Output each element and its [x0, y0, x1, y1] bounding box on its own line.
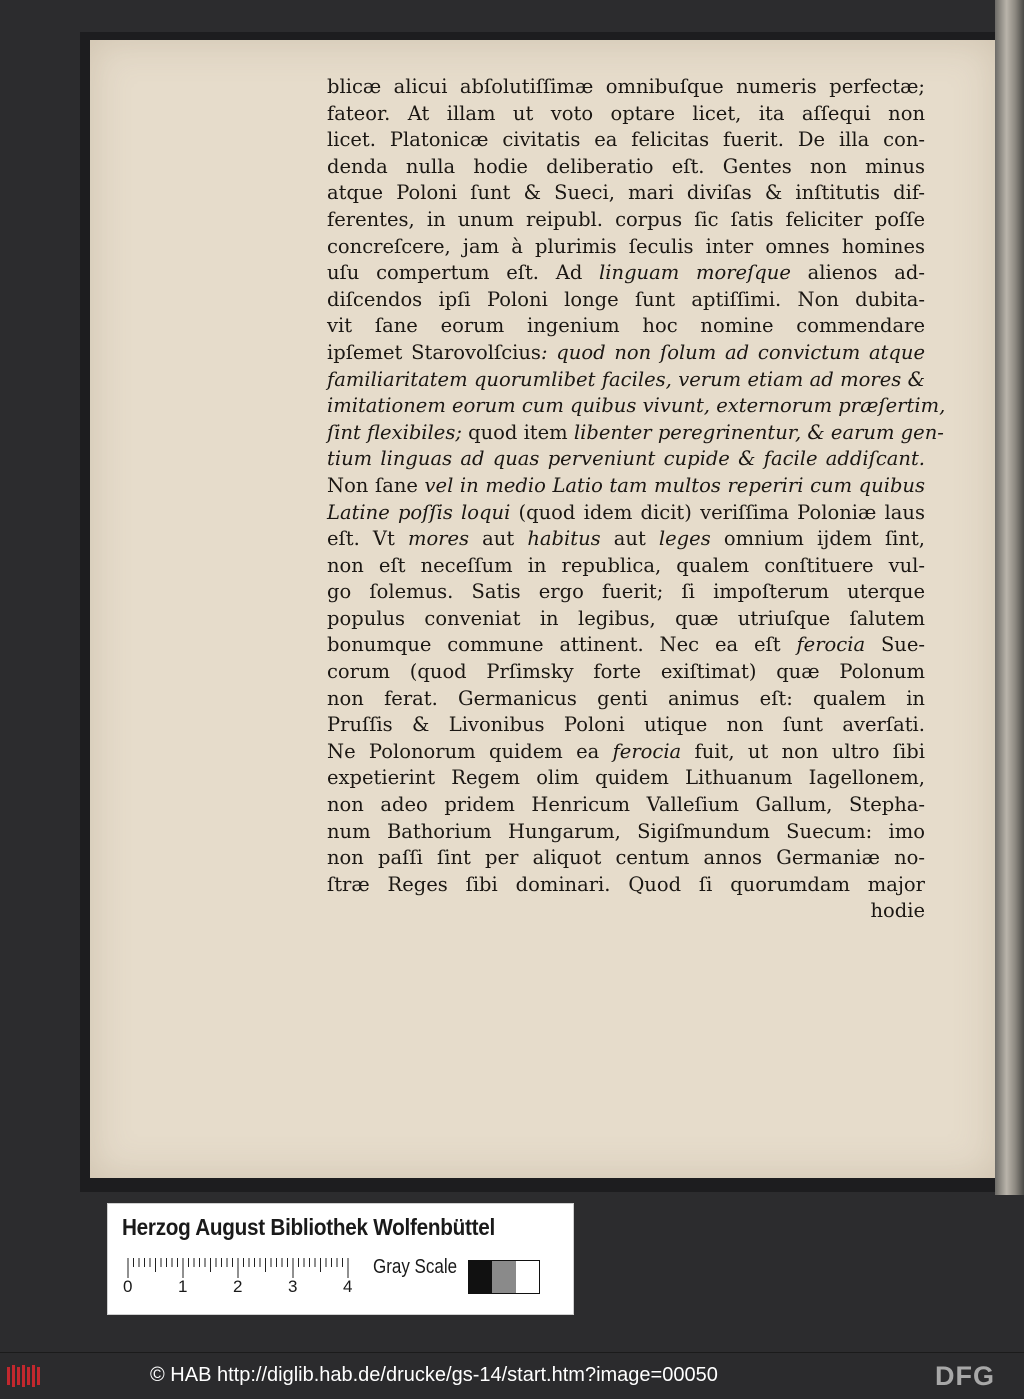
text-line: [327, 765, 925, 792]
italic-text: ſint flexibiles;: [327, 420, 462, 444]
roman-text: go ſolemus. Satis ergo fuerit; ſi impoſterum uterque: [327, 580, 925, 604]
roman-text: non eſt neceſſum in republica, qualem conſtituere vul-: [327, 553, 925, 577]
ruler-number: 2: [233, 1277, 243, 1294]
italic-text: ferocia: [796, 633, 866, 657]
text-line: [327, 739, 925, 766]
gray-patch: [469, 1261, 492, 1293]
roman-text: omnium ijdem ſint,: [710, 527, 925, 551]
italic-text: Latine poſſis loqui: [327, 500, 511, 524]
text-line: [327, 819, 925, 846]
roman-text: fateor. At illam ut voto optare licet, ita aſſequi non: [327, 101, 925, 125]
text-line: [327, 207, 925, 234]
ruler-number: 0: [123, 1277, 133, 1294]
text-line: [327, 313, 925, 340]
library-name: Herzog August Bibliothek Wolfenbüttel: [122, 1214, 495, 1240]
gray-patch: [492, 1261, 515, 1293]
text-line: [327, 420, 944, 447]
text-line: [327, 446, 925, 473]
roman-text: (quod idem dicit) veriſſima Poloniæ laus: [510, 500, 925, 524]
italic-text: mores: [407, 527, 470, 551]
copyright-link[interactable]: © HAB http://diglib.hab.de/drucke/gs-14/start.htm?image=00050: [150, 1364, 718, 1386]
hab-logo-icon: [6, 1363, 42, 1389]
text-line: [327, 792, 925, 819]
text-line: [327, 127, 925, 154]
text-line: [327, 367, 925, 394]
text-line: [327, 393, 946, 420]
roman-text: concreſcere, jam à plurimis ſeculis inter omnes homines: [327, 234, 925, 258]
roman-text: bonumque commune attinent. Nec ea eſt: [327, 633, 797, 657]
text-line: [327, 260, 925, 287]
ruler-number: 3: [288, 1277, 298, 1294]
ruler-number: 4: [343, 1277, 353, 1294]
gray-scale-label: Gray Scale: [373, 1256, 458, 1278]
roman-text: non adeo pridem Henricum Valleſium Gallum, Stepha-: [327, 793, 925, 817]
italic-text: : quod non ſolum ad convictum atque: [540, 340, 926, 364]
text-line: [327, 101, 925, 128]
roman-text: vit ſane eorum ingenium hoc nomine commendare: [327, 314, 925, 338]
book-edge: [995, 0, 1024, 1195]
measurement-ruler: [108, 1254, 368, 1294]
roman-text: Ne Polonorum quidem ea: [327, 739, 613, 763]
catchword: hodie: [870, 899, 925, 923]
footer-bar: [0, 1352, 1024, 1399]
italic-text: tium linguas ad quas perveniunt cupide & facile addiſcant.: [327, 447, 925, 471]
roman-text: blicæ alicui abſolutiſſimæ omnibuſque numeris perfectæ;: [327, 75, 925, 98]
text-line: [327, 526, 925, 553]
roman-text: non paſſi ſint per aliquot centum annos Germaniæ no-: [327, 846, 925, 870]
roman-text: uſu compertum eſt. Ad: [327, 261, 600, 285]
text-line: [327, 473, 925, 500]
roman-text: alienos ad-: [790, 261, 925, 285]
roman-text: atque Poloni ſunt & Sueci, mari diviſas & inſtitutis dif-: [327, 181, 925, 205]
roman-text: fuit, ut non ultro ſibi: [681, 739, 925, 763]
document-text: [327, 74, 946, 925]
text-line: [327, 845, 925, 872]
text-line: [327, 553, 925, 580]
text-line: [327, 180, 925, 207]
text-line: [327, 500, 925, 527]
roman-text: expetierint Regem olim quidem Lithuanum Iagellonem,: [327, 766, 925, 790]
text-line: [327, 872, 925, 899]
gray-scale-patches: [468, 1260, 540, 1294]
italic-text: linguam moreſque: [599, 261, 791, 285]
gray-patch: [516, 1261, 539, 1293]
text-line: [327, 234, 925, 261]
text-line: [327, 606, 925, 633]
roman-text: denda nulla hodie deliberatio eſt. Gentes non minus: [327, 154, 925, 178]
dfg-logo: DFG: [935, 1361, 995, 1391]
roman-text: ſtræ Reges ſibi dominari. Quod ſi quorumdam major: [327, 872, 925, 896]
roman-text: eſt. Vt: [327, 527, 408, 551]
text-line: [327, 659, 925, 686]
text-line: [327, 74, 925, 101]
text-line: [327, 287, 925, 314]
text-line: [327, 579, 925, 606]
roman-text: quod item: [461, 420, 574, 444]
roman-text: aut: [600, 527, 659, 551]
roman-text: non ferat. Germanicus genti animus eſt: qualem in: [327, 686, 925, 710]
ruler-number: 1: [178, 1277, 188, 1294]
roman-text: licet. Platonicæ civitatis ea felicitas fuerit. De illa con-: [327, 128, 925, 152]
text-line: [327, 712, 925, 739]
italic-text: leges: [658, 527, 711, 551]
roman-text: aut: [469, 527, 528, 551]
text-line: [327, 340, 925, 367]
italic-text: habitus: [527, 527, 601, 551]
roman-text: diſcendos ipſi Poloni longe ſunt aptiſſimi. Non dubita-: [327, 287, 925, 311]
text-line: [327, 686, 925, 713]
scale-card: [107, 1203, 574, 1315]
italic-text: imitationem eorum cum quibus vivunt, externorum præſertim,: [327, 394, 946, 418]
italic-text: ferocia: [612, 739, 682, 763]
roman-text: ipſemet Starovolſcius: [327, 340, 541, 364]
roman-text: Pruſſis & Livonibus Poloni utique non ſunt averſati.: [327, 713, 925, 737]
roman-text: Non ſane: [327, 473, 425, 497]
roman-text: ferentes, in unum reipubl. corpus ſic ſatis feliciter poſſe: [327, 207, 925, 231]
italic-text: vel in medio Latio tam multos reperiri cum quibus: [424, 473, 925, 497]
roman-text: populus conveniat in legibus, quæ utriuſque ſalutem: [327, 606, 925, 630]
italic-text: libenter peregrinentur, & earum gen-: [573, 420, 944, 444]
text-line: [327, 154, 925, 181]
roman-text: corum (quod Prſimsky forte exiſtimat) quæ Polonum: [327, 660, 925, 684]
roman-text: num Bathorium Hungarum, Sigiſmundum Suecum: imo: [327, 819, 925, 843]
italic-text: familiaritatem quorumlibet faciles, verum etiam ad mores &: [327, 367, 925, 391]
text-line: [327, 632, 925, 659]
roman-text: Sue-: [865, 633, 925, 657]
